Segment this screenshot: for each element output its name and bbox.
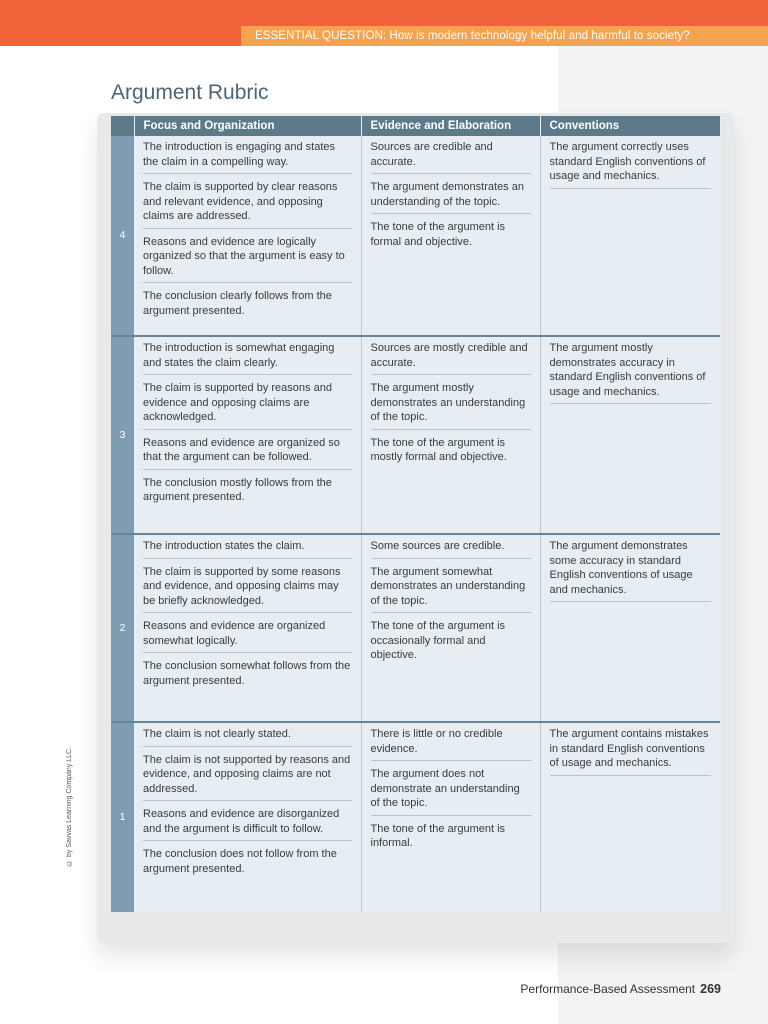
criterion: Sources are credible and accurate.	[371, 140, 531, 174]
conventions-cell	[540, 534, 720, 722]
score-cell: 2	[111, 534, 134, 722]
criterion: Reasons and evidence are disorganized and the argument is difficult to follow.	[143, 807, 352, 841]
criterion: The argument contains mistakes in standard English conventions of usage and mechanics.	[550, 727, 712, 776]
criterion: The claim is not clearly stated.	[143, 727, 352, 747]
header-evidence: Evidence and Elaboration	[361, 116, 540, 136]
criterion: There is little or no credible evidence.	[371, 727, 531, 761]
focus-cell	[134, 534, 361, 722]
page-footer	[520, 982, 721, 996]
copyright-notice: © by Savvas Learning Company LLC.	[66, 746, 73, 866]
criterion: The conclusion somewhat follows from the argument presented.	[143, 660, 351, 687]
focus-cell	[134, 136, 361, 336]
criterion: The argument does not demonstrate an understanding of the topic.	[371, 767, 531, 816]
page-number: 269	[700, 982, 721, 996]
criterion: The tone of the argument is occasionally formal and objective.	[370, 620, 506, 661]
criterion: The argument correctly uses standard English conventions of usage and mechanics.	[550, 140, 712, 189]
essential-question-banner: ESSENTIAL QUESTION: How is modern technology helpful and harmful to society?	[241, 26, 768, 46]
evidence-cell	[361, 336, 540, 534]
conventions-cell	[540, 336, 720, 534]
evidence-cell	[361, 136, 540, 336]
focus-cell	[134, 336, 361, 534]
criterion: The tone of the argument is informal.	[370, 822, 506, 849]
conventions-cell	[540, 722, 720, 912]
criterion: The conclusion does not follow from the argument presented.	[143, 848, 337, 875]
table-row	[111, 136, 720, 336]
criterion: Sources are mostly credible and accurate.	[371, 341, 531, 375]
page-title: Argument Rubric	[111, 81, 269, 104]
criterion: Reasons and evidence are organized somewhat logically.	[143, 619, 352, 653]
criterion: The introduction is somewhat engaging and states the claim clearly.	[143, 341, 352, 375]
criterion: The argument demonstrates an understanding of the topic.	[371, 180, 531, 214]
criterion: The claim is supported by clear reasons and relevant evidence, and opposing claims are addressed.	[143, 180, 352, 229]
criterion: The tone of the argument is formal and objective.	[370, 221, 506, 248]
score-cell: 4	[111, 136, 134, 336]
criterion: The argument demonstrates some accuracy in standard English conventions of usage and mechanics.	[550, 539, 712, 602]
criterion: The introduction is engaging and states the claim in a compelling way.	[143, 140, 352, 174]
criterion: The claim is supported by reasons and evidence and opposing claims are acknowledged.	[143, 381, 352, 430]
criterion: Some sources are credible.	[371, 539, 531, 559]
evidence-cell	[361, 534, 540, 722]
criterion: The claim is supported by some reasons and evidence, and opposing claims may be briefly acknowledged.	[143, 565, 352, 614]
evidence-cell	[361, 722, 540, 912]
header-score-cell	[111, 116, 134, 136]
criterion: Reasons and evidence are organized so that the argument can be followed.	[143, 436, 352, 470]
rubric-table	[111, 116, 721, 912]
criterion: The argument mostly demonstrates accuracy in standard English conventions of usage and mechanics.	[550, 341, 712, 404]
criterion: The argument mostly demonstrates an understanding of the topic.	[371, 381, 531, 430]
criterion: The conclusion mostly follows from the argument presented.	[143, 476, 332, 503]
score-cell: 1	[111, 722, 134, 912]
table-row	[111, 336, 720, 534]
criterion: The introduction states the claim.	[143, 539, 352, 559]
criterion: The argument somewhat demonstrates an understanding of the topic.	[371, 565, 531, 614]
table-row	[111, 722, 720, 912]
score-cell: 3	[111, 336, 134, 534]
criterion: Reasons and evidence are logically organized so that the argument is easy to follow.	[143, 235, 352, 284]
criterion: The tone of the argument is mostly formal and objective.	[370, 436, 507, 463]
table-row	[111, 534, 720, 722]
header-row	[111, 116, 720, 136]
criterion: The conclusion clearly follows from the argument presented.	[143, 290, 332, 317]
header-conventions: Conventions	[540, 116, 720, 136]
header-focus: Focus and Organization	[134, 116, 361, 136]
criterion: The claim is not supported by reasons and evidence, and opposing claims are not addressed.	[143, 753, 352, 802]
footer-section-label: Performance-Based Assessment	[520, 982, 696, 996]
conventions-cell	[540, 136, 720, 336]
focus-cell	[134, 722, 361, 912]
